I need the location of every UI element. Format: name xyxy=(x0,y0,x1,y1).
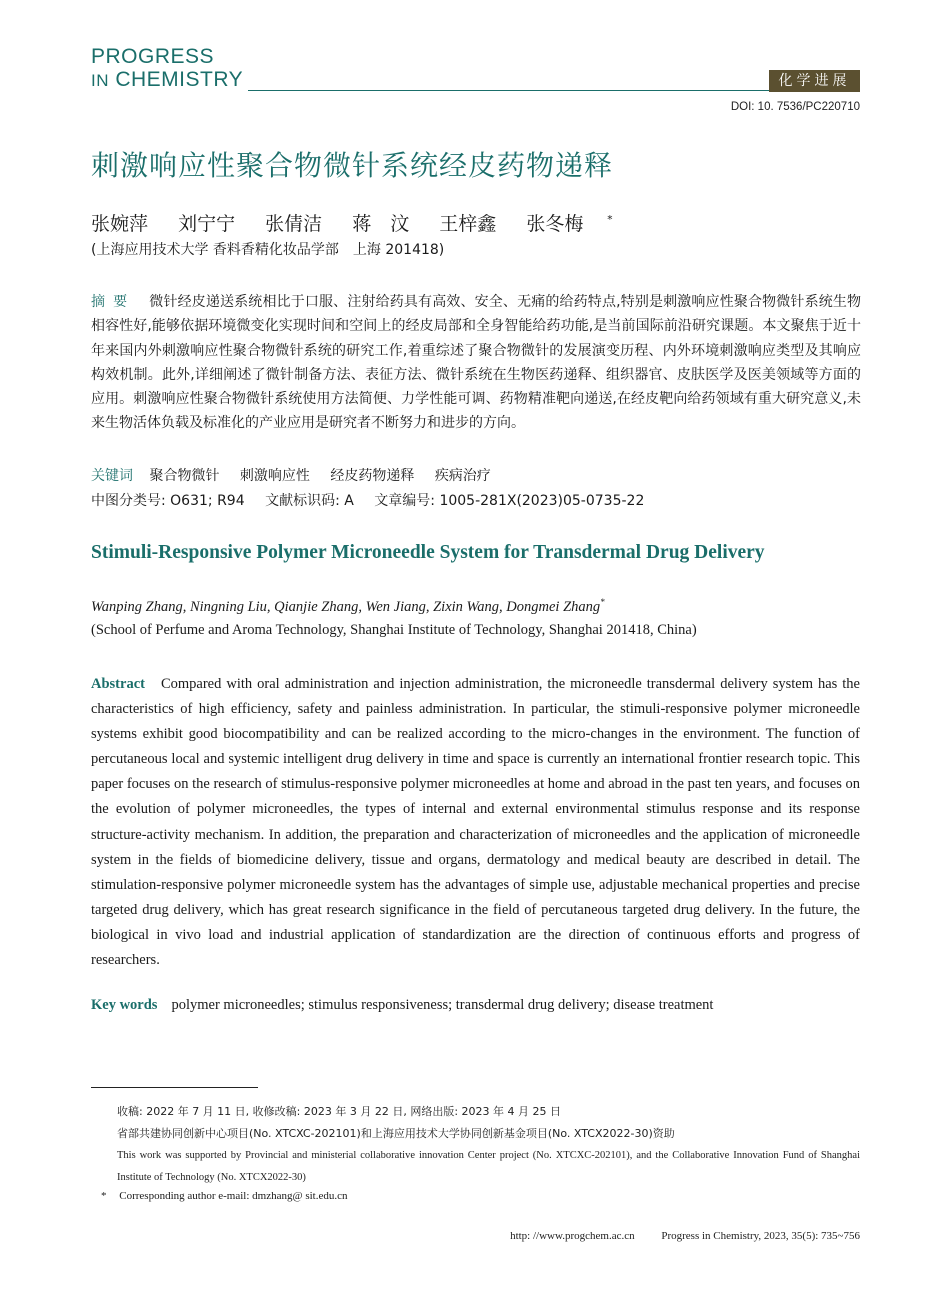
footer-url[interactable]: http: //www.progchem.ac.cn xyxy=(510,1230,635,1242)
abstract-cn-label: 摘要 xyxy=(91,294,136,310)
classification-cn xyxy=(91,490,660,510)
keyword-cn: 聚合物微针 xyxy=(149,468,220,484)
abstract-en-text: Compared with oral administration and injection administration, the microneedle transdermal delivery system has the characteristics of high efficiency, safety and painless administration. In particular, the stimuli-responsive polymer microneedle systems exhibit good biocompatibility and can be realized according to the micro-changes in the environment. The function of percutaneous local and systemic intelligent drug delivery in time and space is currently an international frontier research topic. This paper focuses on the research of stimulus-responsive polymer microneedles at home and abroad in the past ten years, and focuses on the evolution of polymer microneedles, the types of internal and external environmental stimulus response and its response structure-activity mechanism. In addition, the preparation and characterization of microneedles and the application of microneedle system in the fields of biomedicine delivery, tissue and organs, dermatology and medical beauty are described in detail. The stimulation-responsive polymer microneedle system has the advantages of simple use, adjustable mechanical properties and precise targeted drug delivery, which has great research significance in the field of percutaneous targeted drug delivery. In the future, the biological in vivo load and industrial application of standardization are the direction of continuous efforts and progress of researchers. xyxy=(91,676,860,969)
clc-number: 中图分类号: O631; R94 xyxy=(91,493,245,509)
footnote-funding-cn: 省部共建协同创新中心项目(No. XTCXC-202101)和上海应用技术大学协同创新基金项目(No. XTCX2022-30)资助 xyxy=(117,1127,675,1140)
footnote-corresponding xyxy=(101,1190,348,1202)
journal-name-line1: PROGRESS xyxy=(91,45,215,68)
affiliation-en: (School of Perfume and Aroma Technology, Shanghai Institute of Technology, Shanghai 201418, China) xyxy=(91,622,697,638)
abstract-cn xyxy=(91,290,861,436)
title-en: Stimuli-Responsive Polymer Microneedle System for Transdermal Drug Delivery xyxy=(91,542,765,563)
article-number: 文章编号: 1005-281X(2023)05-0735-22 xyxy=(374,493,645,509)
journal-name-in: IN xyxy=(91,71,109,90)
author-cn-corresponding xyxy=(526,213,612,235)
abstract-en-label: Abstract xyxy=(91,676,145,692)
authors-en-text: Wanping Zhang, Ningning Liu, Qianjie Zhang, Wen Jiang, Zixin Wang, Dongmei Zhang xyxy=(91,598,601,615)
abstract-cn-text: 微针经皮递送系统相比于口服、注射给药具有高效、安全、无痛的给药特点,特别是刺激响应性聚合物微针系统生物相容性好,能够依据环境微变化实现时间和空间上的经皮局部和全身智能给药功能,是当前国际前沿研究课题。本文聚焦于近十年来国内外刺激响应性聚合物微针系统的研究工作,着重综述了聚合物微针的发展演变历程、内外环境刺激响应类型及其响应构效机制。此外,详细阐述了微针制备方法、表征方法、微针系统在生物医药递释、组织器官、皮肤医学及医美领域等方面的应用。刺激响应性聚合物微针系统使用方法简便、力学性能可调、药物精准靶向递送,在经皮靶向给药领域有重大研究意义,未来生物活体负载及标准化的产业应用是研究者不断努力和进步的方向。 xyxy=(91,294,862,432)
corresponding-email[interactable]: Corresponding author e-mail: dmzhang@ sit.edu.cn xyxy=(119,1190,348,1202)
footnote-received: 收稿: 2022 年 7 月 11 日, 收修改稿: 2023 年 3 月 22 日, 网络出版: 2023 年 4 月 25 日 xyxy=(117,1105,562,1118)
footnote-rule xyxy=(91,1087,258,1088)
title-cn: 刺激响应性聚合物微针系统经皮药物递释 xyxy=(91,149,614,182)
keywords-en-text: polymer microneedles; stimulus responsiveness; transdermal drug delivery; disease treatment xyxy=(171,997,714,1013)
footer-citation: Progress in Chemistry, 2023, 35(5): 735~756 xyxy=(661,1230,860,1242)
keywords-cn-label: 关键词 xyxy=(91,468,133,484)
keyword-cn: 刺激响应性 xyxy=(239,468,310,484)
keyword-cn: 经皮药物递释 xyxy=(330,468,415,484)
affiliation-cn: (上海应用技术大学 香料香精化妆品学部 上海 201418) xyxy=(91,242,445,258)
author-cn: 刘宁宁 xyxy=(178,213,236,235)
corresponding-mark: * xyxy=(101,1190,107,1202)
abstract-en xyxy=(91,672,860,973)
journal-name-chemistry: CHEMISTRY xyxy=(115,68,244,91)
keywords-en xyxy=(91,997,713,1014)
authors-cn xyxy=(91,209,612,236)
authors-en xyxy=(91,597,605,616)
doi[interactable]: DOI: 10. 7536/PC220710 xyxy=(730,101,860,113)
footnote-funding-en: This work was supported by Provincial and ministerial collaborative innovation Center project (No. XTCXC-202101), and the Collaborative Innovation Fund of Shanghai Institute of Technology (No. XTCX2022-30) xyxy=(117,1150,860,1183)
header-rule xyxy=(248,90,769,91)
journal-cn-badge: 化学进展 xyxy=(769,70,860,92)
author-cn: 蒋 汶 xyxy=(352,213,410,235)
corresponding-mark: * xyxy=(600,597,605,607)
keywords-en-label: Key words xyxy=(91,997,158,1013)
keywords-cn xyxy=(91,465,507,485)
document-code: 文献标识码: A xyxy=(265,493,354,509)
keyword-cn: 疾病治疗 xyxy=(434,468,491,484)
author-cn: 张冬梅 xyxy=(526,213,584,235)
page-footer xyxy=(486,1230,860,1242)
journal-name-line2 xyxy=(91,69,243,92)
corresponding-mark: * xyxy=(607,214,613,226)
author-cn: 张倩洁 xyxy=(265,213,323,235)
author-cn: 张婉萍 xyxy=(91,213,149,235)
author-cn: 王梓鑫 xyxy=(439,213,497,235)
